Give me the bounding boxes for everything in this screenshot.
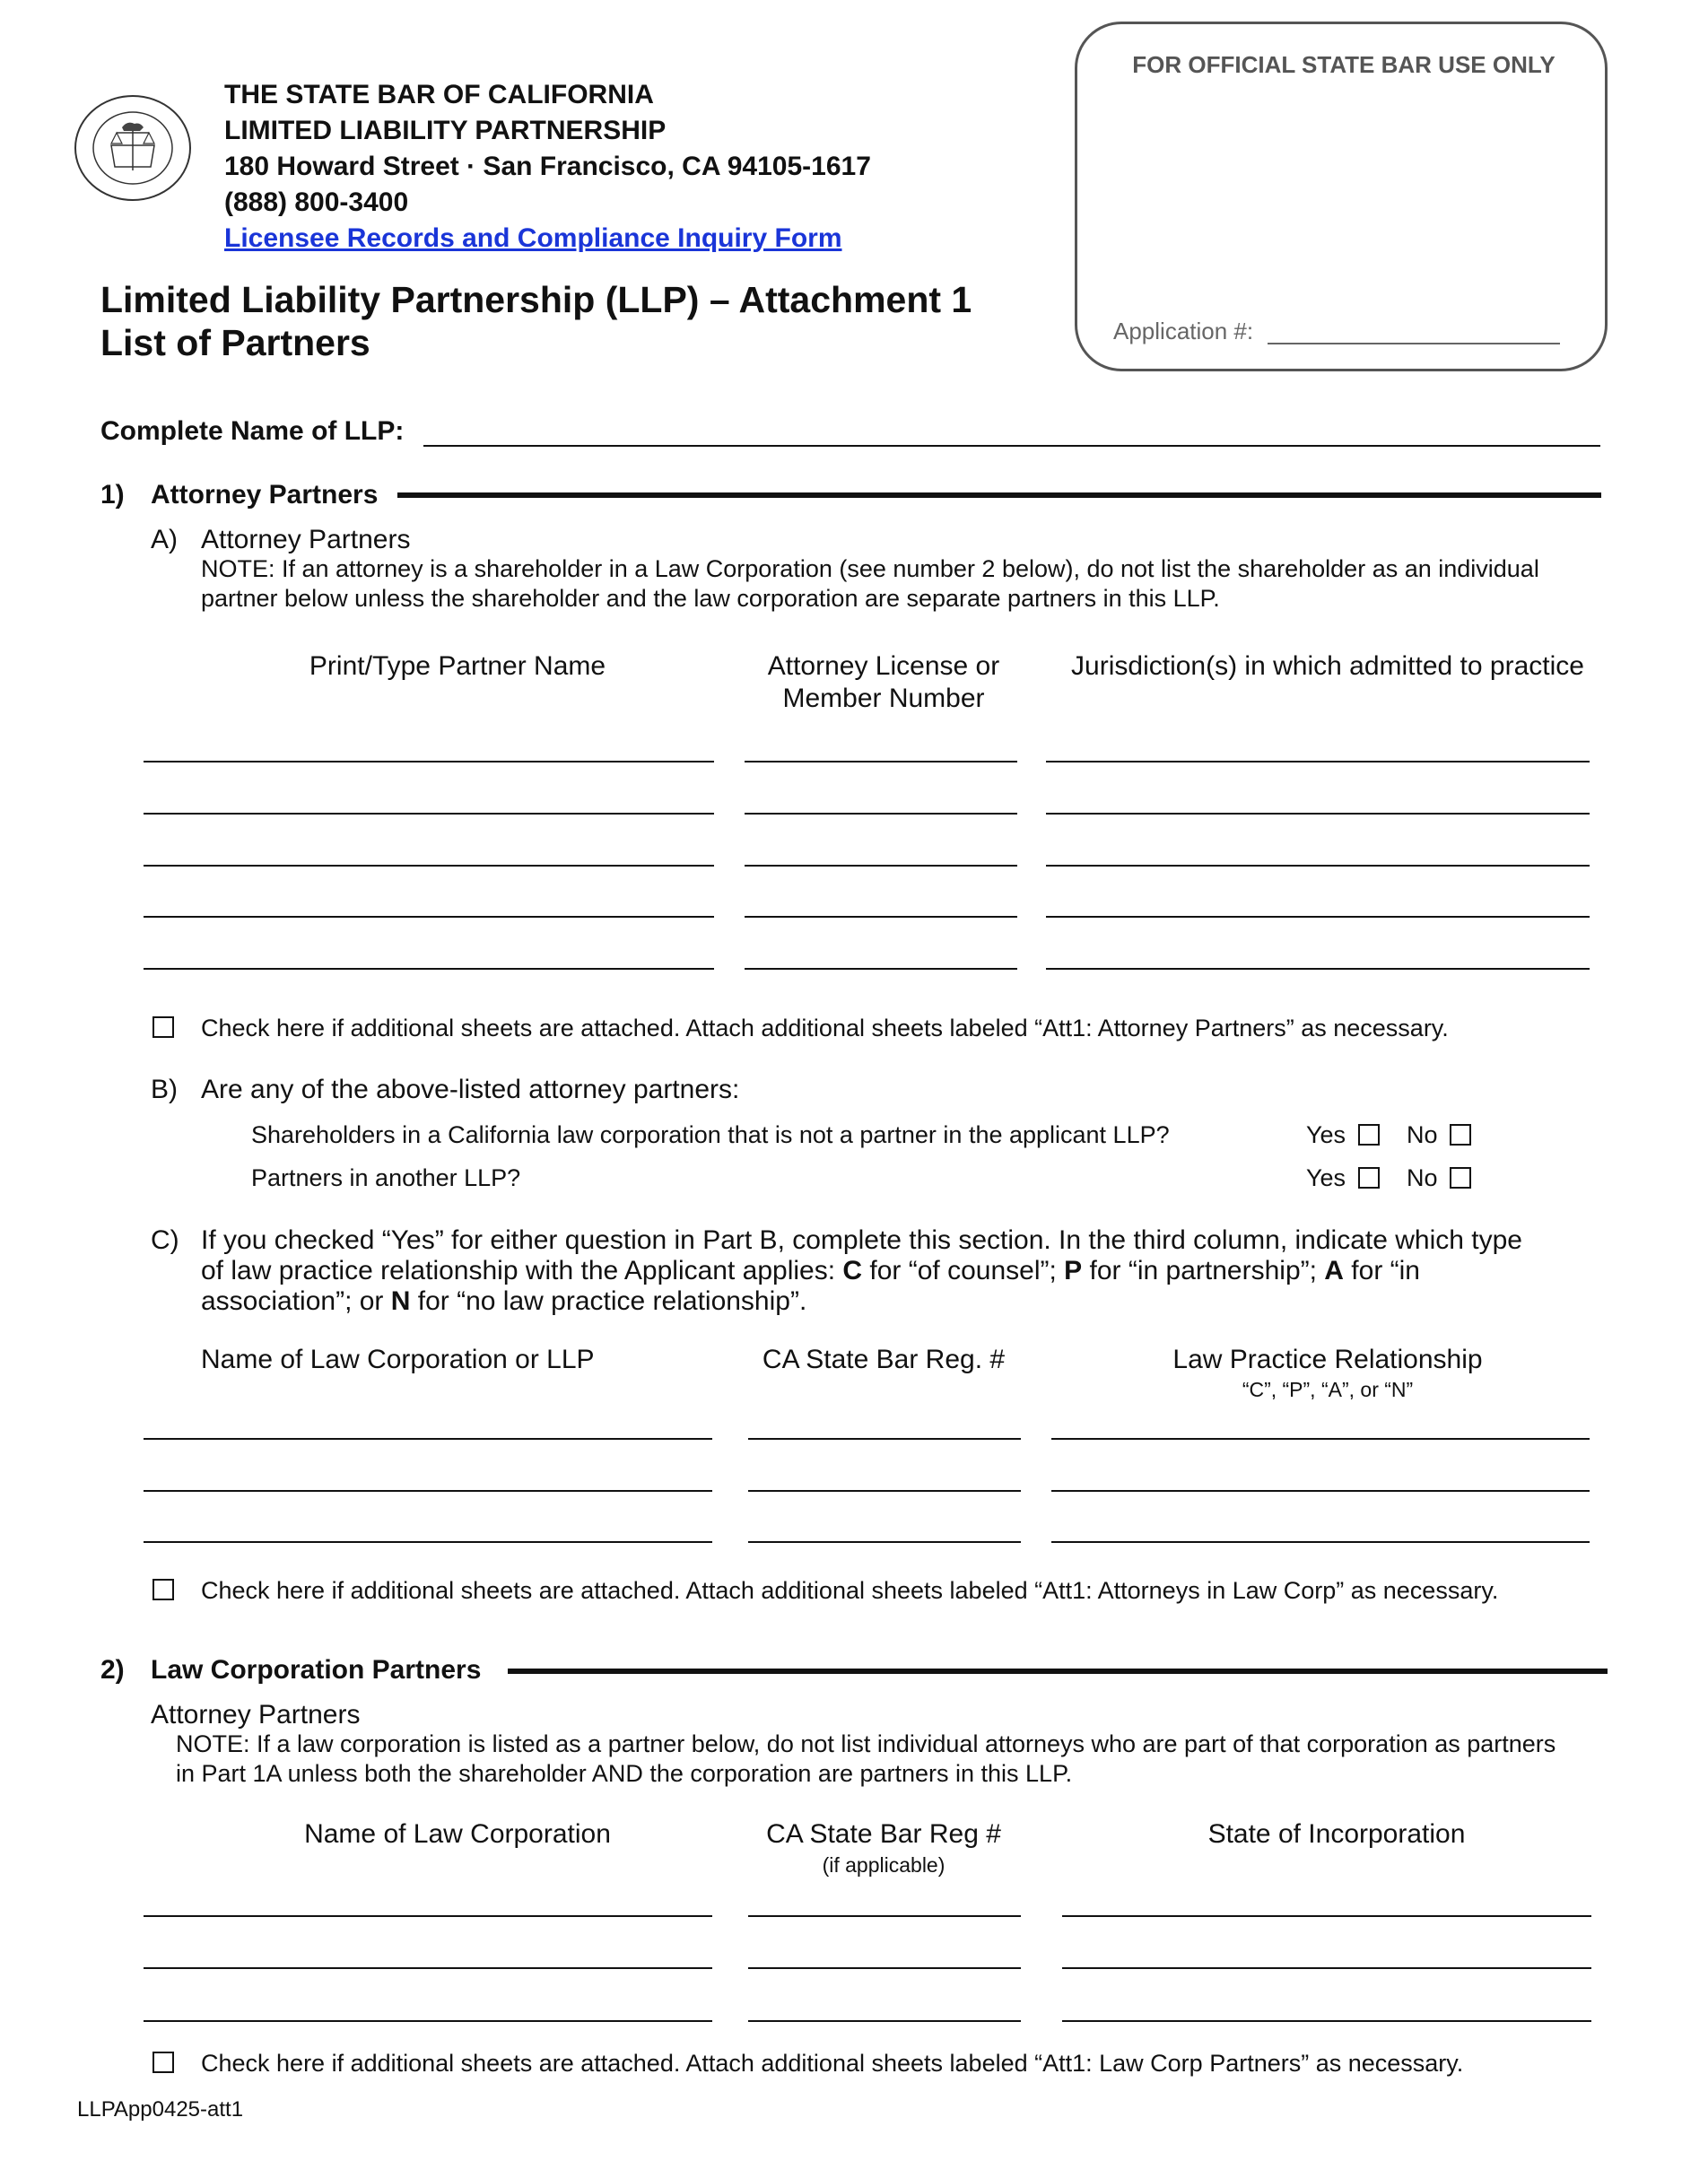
partA-col-jurisdiction: Jurisdiction(s) in which admitted to practice (1071, 651, 1584, 681)
partA-name-field[interactable] (144, 813, 714, 815)
section2-col-reg: CA State Bar Reg # (766, 1819, 1001, 1849)
official-use-box (1075, 22, 1608, 371)
partC-line1: If you checked “Yes” for either question in Part B, complete this section. In the third column, indicate which type (201, 1225, 1522, 1255)
section2-additional-sheets-text: Check here if additional sheets are attached. Attach additional sheets labeled “Att1: Law Corp Partners” as necessary. (201, 2050, 1464, 2077)
application-number-label: Application #: (1113, 318, 1254, 344)
section2-state-field[interactable] (1062, 2020, 1591, 2022)
section2-reg-field[interactable] (748, 1967, 1021, 1969)
org-phone: (888) 800-3400 (224, 187, 409, 217)
partA-name-field[interactable] (144, 761, 714, 762)
section2-subheading: Attorney Partners (151, 1700, 361, 1730)
partC-line2: of law practice relationship with the Applicant applies: C for “of counsel”; P for “in partnership”; A for “in (201, 1256, 1420, 1285)
section2-reg-field[interactable] (748, 2020, 1021, 2022)
partC-relationship-hint: “C”, “P”, “A”, or “N” (1242, 1378, 1414, 1401)
org-name: THE STATE BAR OF CALIFORNIA (224, 80, 654, 109)
llp-name-field[interactable] (423, 445, 1600, 447)
section2-col-state: State of Incorporation (1207, 1819, 1466, 1849)
partA-jurisdiction-field[interactable] (1046, 916, 1590, 918)
section2-heading: Law Corporation Partners (151, 1655, 482, 1685)
partB-q2-no-checkbox[interactable] (1450, 1167, 1471, 1189)
section2-state-field[interactable] (1062, 1967, 1591, 1969)
section1-number: 1) (100, 480, 125, 510)
partC-relationship-field[interactable] (1051, 1438, 1590, 1440)
section2-name-field[interactable] (144, 1967, 712, 1969)
partC-name-field[interactable] (144, 1541, 712, 1543)
section1-rule (397, 492, 1601, 498)
partC-reg-field[interactable] (748, 1541, 1021, 1543)
partB-letter: B) (151, 1075, 178, 1104)
partC-name-field[interactable] (144, 1438, 712, 1440)
partA-letter: A) (151, 525, 178, 554)
official-use-title: FOR OFFICIAL STATE BAR USE ONLY (1132, 51, 1556, 78)
partB-q1-yes-label: Yes (1306, 1121, 1346, 1148)
partB-q2-no-label: No (1407, 1164, 1438, 1191)
llp-name-label: Complete Name of LLP: (100, 416, 405, 446)
section2-col-name: Name of Law Corporation (304, 1819, 611, 1849)
partC-additional-sheets-checkbox[interactable] (152, 1579, 174, 1600)
state-bar-seal (72, 93, 194, 203)
partC-additional-sheets-text: Check here if additional sheets are attached. Attach additional sheets labeled “Att1: Attorneys in Law Corp” as necessary. (201, 1577, 1499, 1604)
partA-name-field[interactable] (144, 865, 714, 867)
partA-jurisdiction-field[interactable] (1046, 761, 1590, 762)
page-title-line2: List of Partners (100, 322, 370, 363)
partB-question-1: Shareholders in a California law corporation that is not a partner in the applicant LLP? (251, 1121, 1170, 1148)
partA-jurisdiction-field[interactable] (1046, 968, 1590, 970)
partC-col-name: Name of Law Corporation or LLP (201, 1345, 595, 1374)
partA-heading: Attorney Partners (201, 525, 411, 554)
org-address: 180 Howard Street · San Francisco, CA 94105-1617 (224, 152, 871, 181)
org-type: LIMITED LIABILITY PARTNERSHIP (224, 116, 667, 145)
org-header (224, 77, 871, 257)
partA-license-field[interactable] (745, 865, 1017, 867)
partC-relationship-field[interactable] (1051, 1490, 1590, 1492)
section2-rule (508, 1669, 1608, 1674)
partC-col-relationship: Law Practice Relationship (1172, 1345, 1483, 1374)
partA-col-license: Attorney License or Member Number (767, 651, 1000, 713)
page-title-line1: Limited Liability Partnership (LLP) – Attachment 1 (100, 279, 972, 320)
section2-reg-hint: (if applicable) (822, 1853, 946, 1877)
section2-additional-sheets-checkbox[interactable] (152, 2052, 174, 2073)
section2-name-field[interactable] (144, 1915, 712, 1917)
section2-name-field[interactable] (144, 2020, 712, 2022)
partB-q2-yes-label: Yes (1306, 1164, 1346, 1191)
partC-name-field[interactable] (144, 1490, 712, 1492)
partA-license-field[interactable] (745, 968, 1017, 970)
partB-q1-no-label: No (1407, 1121, 1438, 1148)
partB-question-2: Partners in another LLP? (251, 1164, 521, 1191)
partC-reg-field[interactable] (748, 1490, 1021, 1492)
partC-col-reg: CA State Bar Reg. # (762, 1345, 1006, 1374)
form-code: LLPApp0425-att1 (77, 2097, 244, 2122)
page-title (100, 278, 972, 364)
partC-letter: C) (151, 1225, 179, 1255)
partA-jurisdiction-field[interactable] (1046, 813, 1590, 815)
section1-heading: Attorney Partners (151, 480, 379, 510)
partA-license-field[interactable] (745, 813, 1017, 815)
partA-additional-sheets-text: Check here if additional sheets are attached. Attach additional sheets labeled “Att1: Attorney Partners” as necessary. (201, 1015, 1449, 1041)
partB-q2-yes-checkbox[interactable] (1358, 1167, 1380, 1189)
partC-reg-field[interactable] (748, 1438, 1021, 1440)
partC-line3: association”; or N for “no law practice relationship”. (201, 1286, 807, 1316)
application-number-field[interactable] (1268, 343, 1560, 344)
partC-instructions (201, 1225, 1618, 1317)
partA-jurisdiction-field[interactable] (1046, 865, 1590, 867)
partB-q1-no-checkbox[interactable] (1450, 1124, 1471, 1146)
inquiry-form-link[interactable]: Licensee Records and Compliance Inquiry Form (224, 223, 842, 253)
partA-additional-sheets-checkbox[interactable] (152, 1016, 174, 1038)
partA-license-field[interactable] (745, 761, 1017, 762)
section2-state-field[interactable] (1062, 1915, 1591, 1917)
partA-note: NOTE: If an attorney is a shareholder in a Law Corporation (see number 2 below), do not list the shareholder as an individual partner below unless the shareholder and the law corporation are separate partners in this LLP. (201, 555, 1539, 612)
partA-col-name: Print/Type Partner Name (309, 651, 606, 681)
partB-q1-yes-checkbox[interactable] (1358, 1124, 1380, 1146)
partA-name-field[interactable] (144, 916, 714, 918)
section2-number: 2) (100, 1655, 125, 1685)
section2-note: NOTE: If a law corporation is listed as a partner below, do not list individual attorneys who are part of that corporation as partners in Part 1A unless both the shareholder AND the corporation are partners in this LLP. (176, 1730, 1556, 1787)
section2-reg-field[interactable] (748, 1915, 1021, 1917)
partB-heading: Are any of the above-listed attorney partners: (201, 1075, 740, 1104)
partC-relationship-field[interactable] (1051, 1541, 1590, 1543)
partA-license-field[interactable] (745, 916, 1017, 918)
partA-name-field[interactable] (144, 968, 714, 970)
